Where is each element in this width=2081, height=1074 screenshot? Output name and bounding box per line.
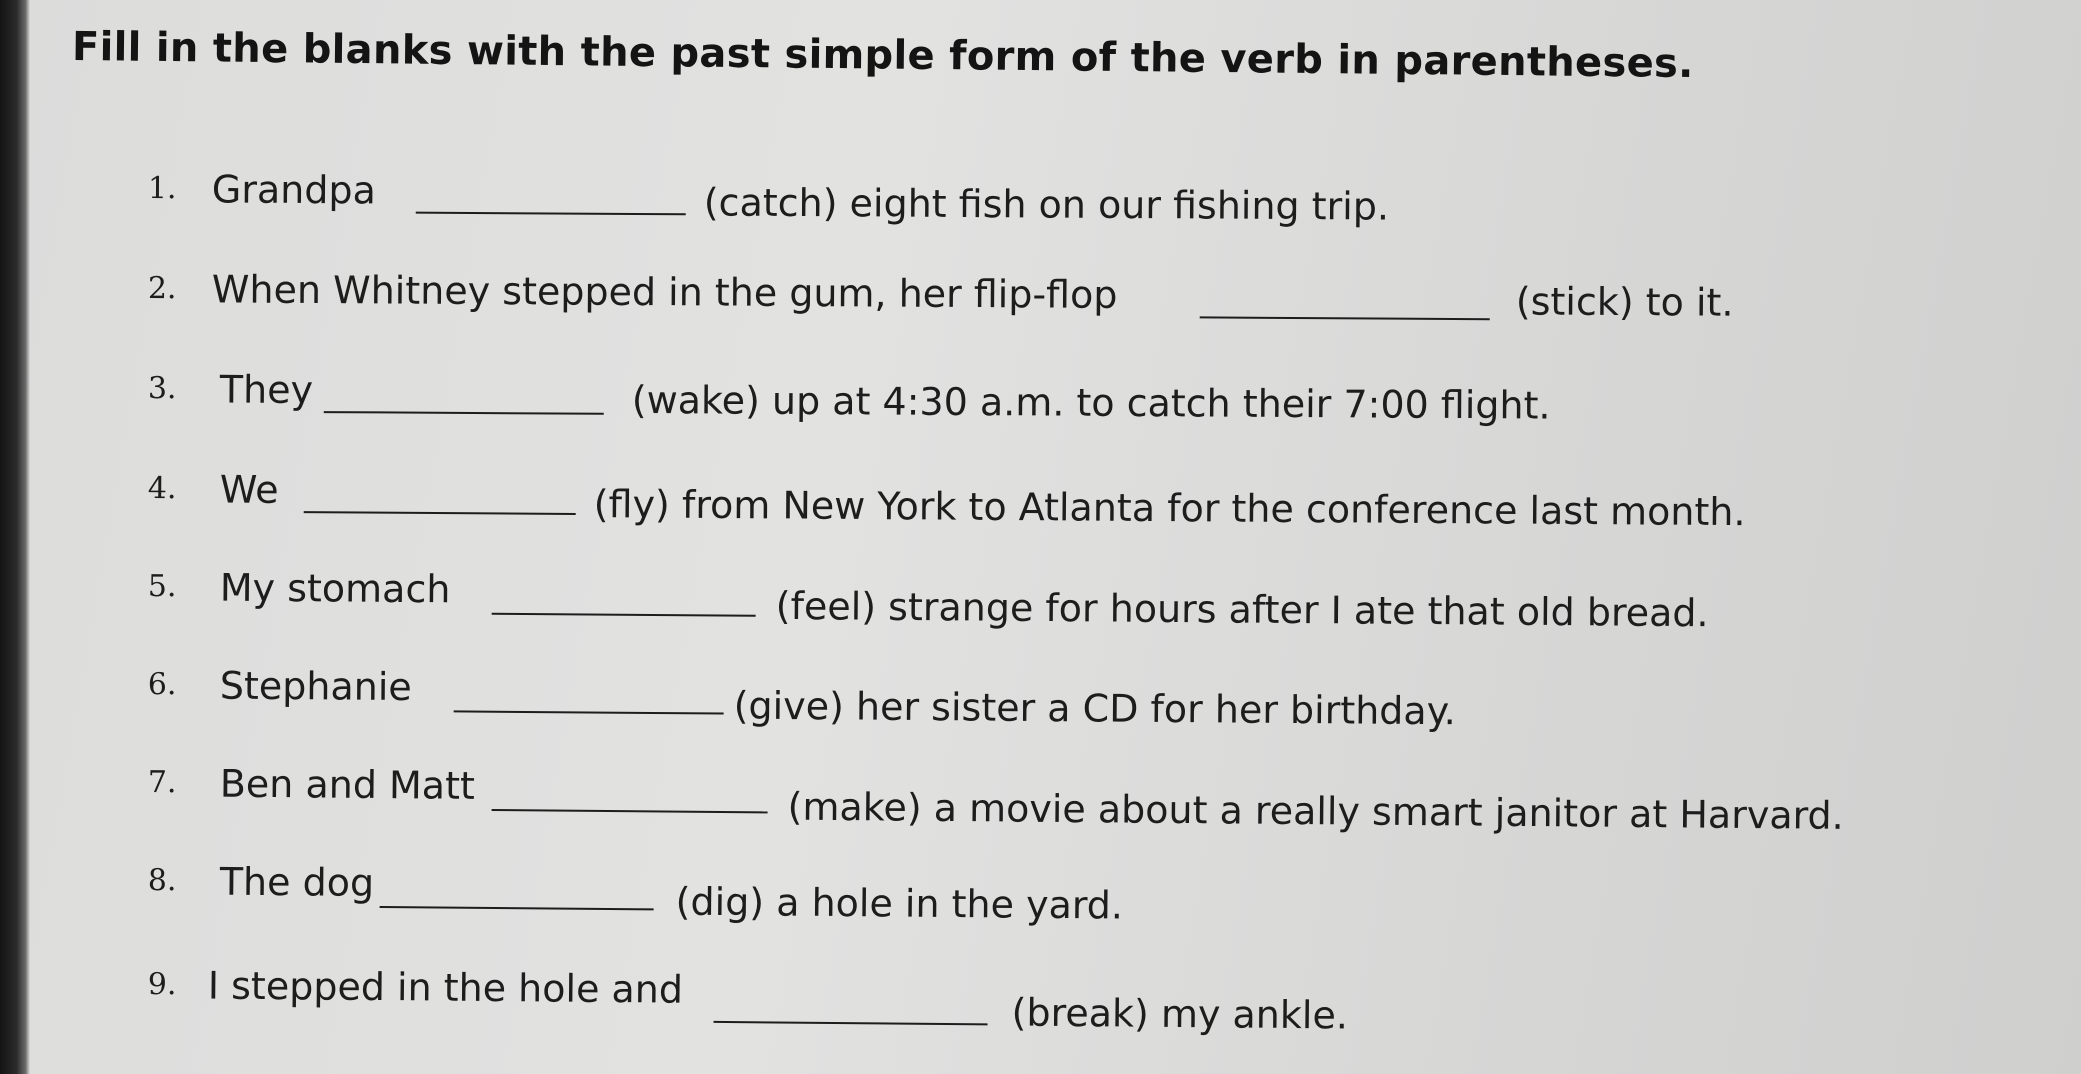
answer-blank[interactable] bbox=[324, 411, 604, 415]
item-number: 8. bbox=[147, 862, 177, 899]
answer-blank[interactable] bbox=[714, 1021, 988, 1025]
item-number: 4. bbox=[147, 470, 177, 507]
item-number: 3. bbox=[147, 370, 177, 407]
page-binding-edge bbox=[0, 0, 30, 1074]
item-number: 1. bbox=[147, 170, 177, 207]
item-number: 5. bbox=[147, 568, 177, 605]
item-remainder: (wake) up at 4:30 a.m. to catch their 7:00 flight. bbox=[631, 377, 1551, 428]
item-remainder: (break) my ankle. bbox=[1011, 990, 1349, 1038]
item-remainder: (feel) strange for hours after I ate that old bread. bbox=[775, 583, 1709, 636]
item-subject: When Whitney stepped in the gum, her flip-flop bbox=[211, 267, 1118, 317]
item-number: 2. bbox=[147, 270, 177, 307]
item-remainder: (catch) eight fish on our fishing trip. bbox=[703, 180, 1390, 229]
worksheet-instruction: Fill in the blanks with the past simple form of the verb in parentheses. bbox=[71, 24, 1694, 87]
answer-blank[interactable] bbox=[1200, 316, 1490, 320]
item-number: 6. bbox=[147, 666, 177, 703]
item-number: 7. bbox=[147, 764, 177, 801]
item-subject: Ben and Matt bbox=[219, 761, 476, 808]
item-subject: The dog bbox=[219, 859, 375, 905]
answer-blank[interactable] bbox=[380, 906, 654, 910]
answer-blank[interactable] bbox=[416, 212, 686, 216]
answer-blank[interactable] bbox=[454, 710, 724, 714]
item-number: 9. bbox=[147, 966, 177, 1003]
item-subject: Stephanie bbox=[219, 663, 412, 710]
item-subject: They bbox=[219, 367, 314, 413]
item-subject: We bbox=[219, 467, 279, 512]
item-subject: My stomach bbox=[219, 565, 451, 612]
item-remainder: (give) her sister a CD for her birthday. bbox=[733, 683, 1457, 734]
answer-blank[interactable] bbox=[492, 809, 768, 813]
item-subject: I stepped in the hole and bbox=[207, 963, 684, 1012]
item-remainder: (make) a movie about a really smart janitor at Harvard. bbox=[787, 784, 1844, 838]
item-subject: Grandpa bbox=[211, 167, 376, 213]
item-remainder: (dig) a hole in the yard. bbox=[675, 879, 1124, 928]
answer-blank[interactable] bbox=[304, 511, 576, 515]
item-remainder: (stick) to it. bbox=[1515, 279, 1734, 325]
item-remainder: (fly) from New York to Atlanta for the conference last month. bbox=[593, 482, 1746, 535]
answer-blank[interactable] bbox=[492, 613, 756, 617]
